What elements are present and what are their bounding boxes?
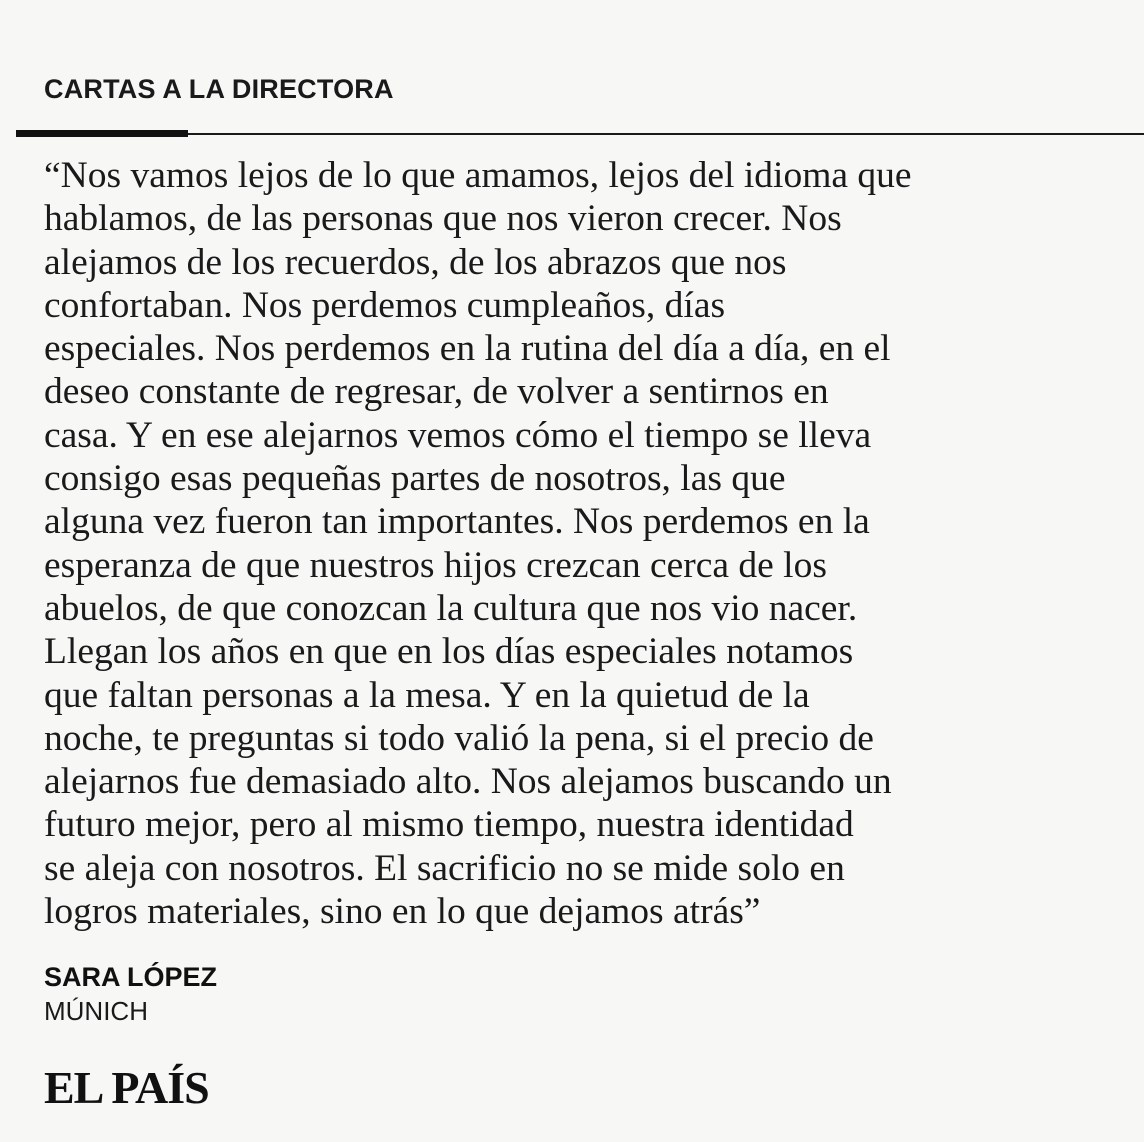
letter-line: alguna vez fueron tan importantes. Nos perdemos en la xyxy=(44,501,870,543)
letter-line: deseo constante de regresar, de volver a sentirnos en xyxy=(44,371,829,413)
el-pais-logo: EL PAÍS xyxy=(44,1062,209,1113)
letter-line: hablamos, de las personas que nos vieron crecer. Nos xyxy=(44,198,842,240)
author-city: MÚNICH xyxy=(44,996,148,1026)
letter-body xyxy=(44,154,1124,933)
letter-line: especiales. Nos perdemos en la rutina del día a día, en el xyxy=(44,328,891,370)
letter-line: consigo esas pequeñas partes de nosotros, las que xyxy=(44,458,786,500)
letter-line: logros materiales, sino en lo que dejamos atrás” xyxy=(44,891,761,933)
letter-line: alejamos de los recuerdos, de los abrazos que nos xyxy=(44,241,787,283)
section-title: CARTAS A LA DIRECTORA xyxy=(44,74,394,104)
letter-line: que faltan personas a la mesa. Y en la quietud de la xyxy=(44,674,810,716)
letter-line: abuelos, de que conozcan la cultura que nos vio nacer. xyxy=(44,587,858,629)
letter-line: casa. Y en ese alejarnos vemos cómo el tiempo se lleva xyxy=(44,414,872,456)
letter-line: futuro mejor, pero al mismo tiempo, nuestra identidad xyxy=(44,804,854,846)
letter-line: “Nos vamos lejos de lo que amamos, lejos del idioma que xyxy=(44,155,912,196)
author-name: SARA LÓPEZ xyxy=(44,962,218,992)
section-rule-accent xyxy=(16,130,188,137)
letter-line: Llegan los años en que en los días especiales notamos xyxy=(44,631,854,673)
letter-line: esperanza de que nuestros hijos crezcan cerca de los xyxy=(44,544,827,586)
letter-line: alejarnos fue demasiado alto. Nos alejamos buscando un xyxy=(44,761,892,803)
letter-line: confortaban. Nos perdemos cumpleaños, días xyxy=(44,284,726,326)
letter-line: se aleja con nosotros. El sacrificio no se mide solo en xyxy=(44,847,845,889)
letter-line: noche, te preguntas si todo valió la pena, si el precio de xyxy=(44,717,874,759)
